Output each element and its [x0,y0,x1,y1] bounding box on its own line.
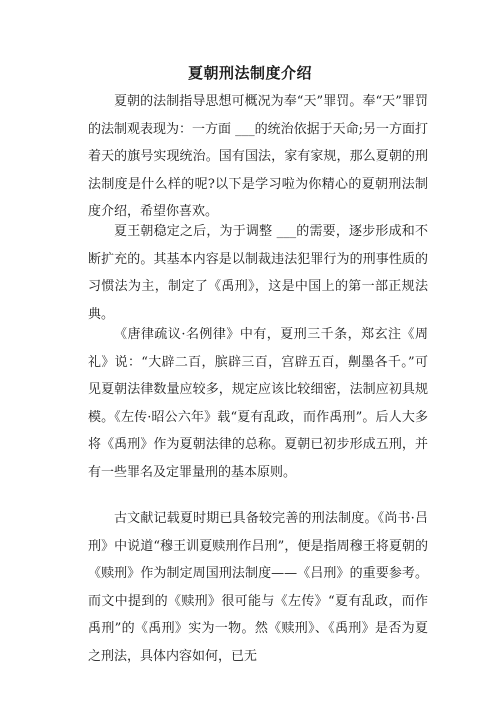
paragraph-tang-lv: 《唐律疏议·名例律》中有，夏刑三千条，郑玄注《周礼》说：“大辟二百，膑辟三百，宫辟五百，劓墨各千。”可见夏朝法律数量应较多，规定应该比较细密，法制应初具规模。《左传·昭公六年》载“夏有乱政，而作禹刑”。后人大多将《禹刑》作为夏朝法律的总称。夏朝已初步形成五刑，并有一些罪名及定罪量刑的基本原则。 [88,327,428,480]
paragraph-intro: 夏朝的法制指导思想可概况为奉“天”罪罚。奉“天”罪罚的法制观表现为：一方面 ___的统治依据于天命;另一方面打着天的旗号实现统治。国有国法，家有家规，那么夏朝的刑法制度是什么样的呢?以下是学习啦为你精心的夏朝刑法制度介绍，希望你喜欢。 [88,94,429,219]
paragraph-ancient-records: 古文献记载夏时期已具备较完善的刑法制度。《尚书·吕刑》中说道“穆王训夏赎刑作吕刑”，便是指周穆王将夏朝的《赎刑》作为制定周国刑法制度——《吕刑》的重要参考。而文中提到的《赎刑》很可能与《左传》“夏有乱政，而作禹刑”的《禹刑》实为一物。然《赎刑》、《禹刑》是否为夏之刑法，具体内容如何，已无 [88,511,428,664]
page-title: 夏朝刑法制度介绍 [187,64,312,82]
paragraph-yu-xing: 夏王朝稳定之后，为于调整 ___的需要，逐步形成和不断扩充的。其基本内容是以制裁违法犯罪行为的刑事性质的习惯法为主，制定了《禹刑》，这是中国上的第一部正规法典。 [88,224,428,322]
